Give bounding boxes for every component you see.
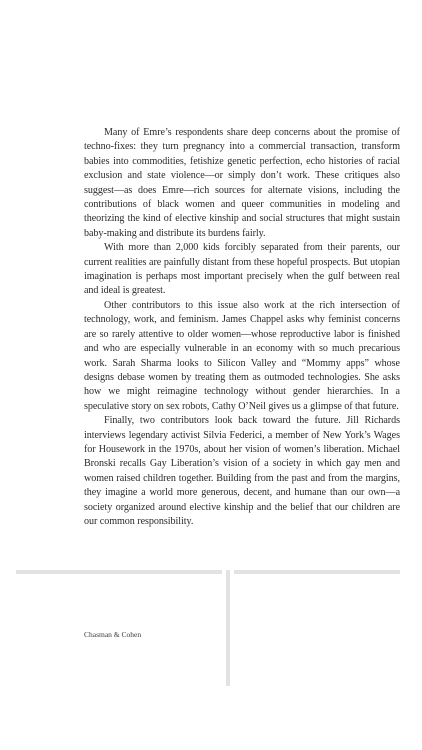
footer-credit: Chasman & Cohen bbox=[84, 630, 142, 639]
footer-rule-left bbox=[16, 570, 222, 574]
footer-rule-vertical bbox=[226, 570, 230, 686]
paragraph-1: Many of Emre’s respondents share deep concerns about the promise of techno-fixes: they turn pregnancy into a commercial transaction, transform babies into commodities, fetishize genetic perfection, echo histories of racial exclusion and state violence—or simply don’t work. These critiques also suggest—as does Emre—rich sources for alternate visions, including the contributions of black women and queer communities in modeling and theorizing the kind of elective kinship and social structures that might sustain baby-making and distribute its burdens fairly. bbox=[84, 127, 400, 239]
paragraph-4: Finally, two contributors look back toward the future. Jill Richards interviews legendary activist Silvia Federici, a member of New York’s Wages for Housework in the 1970s, about her vision of women’s liberation. Michael Bronski recalls Gay Liberation’s vision of a society in which gay men and women raised children together. Building from the past and from the margins, they imagine a world more generous, decent, and humane than our own—a society organized around elective kinship and the belief that our children are our common responsibility. bbox=[84, 415, 400, 527]
footer-rule-right bbox=[234, 570, 400, 574]
article-body bbox=[84, 126, 400, 529]
paragraph-3: Other contributors to this issue also work at the rich intersection of technology, work, and feminism. James Chappel asks why feminist concerns are so rarely attentive to older women—whose reproductive labor is finished and who are especially vulnerable in an economy with so much precarious work. Sarah Sharma looks to Silicon Valley and “Mommy apps” whose designs debase women by treating them as outmoded technologies. She asks how we might reimagine technology without gender hierarchies. In a speculative story on sex robots, Cathy O’Neil gives us a glimpse of that future. bbox=[84, 299, 400, 412]
paragraph-2: With more than 2,000 kids forcibly separated from their parents, our current realities are painfully distant from these hopeful prospects. But utopian imagination is perhaps most important precisely when the gulf between real and ideal is greatest. bbox=[84, 242, 400, 297]
